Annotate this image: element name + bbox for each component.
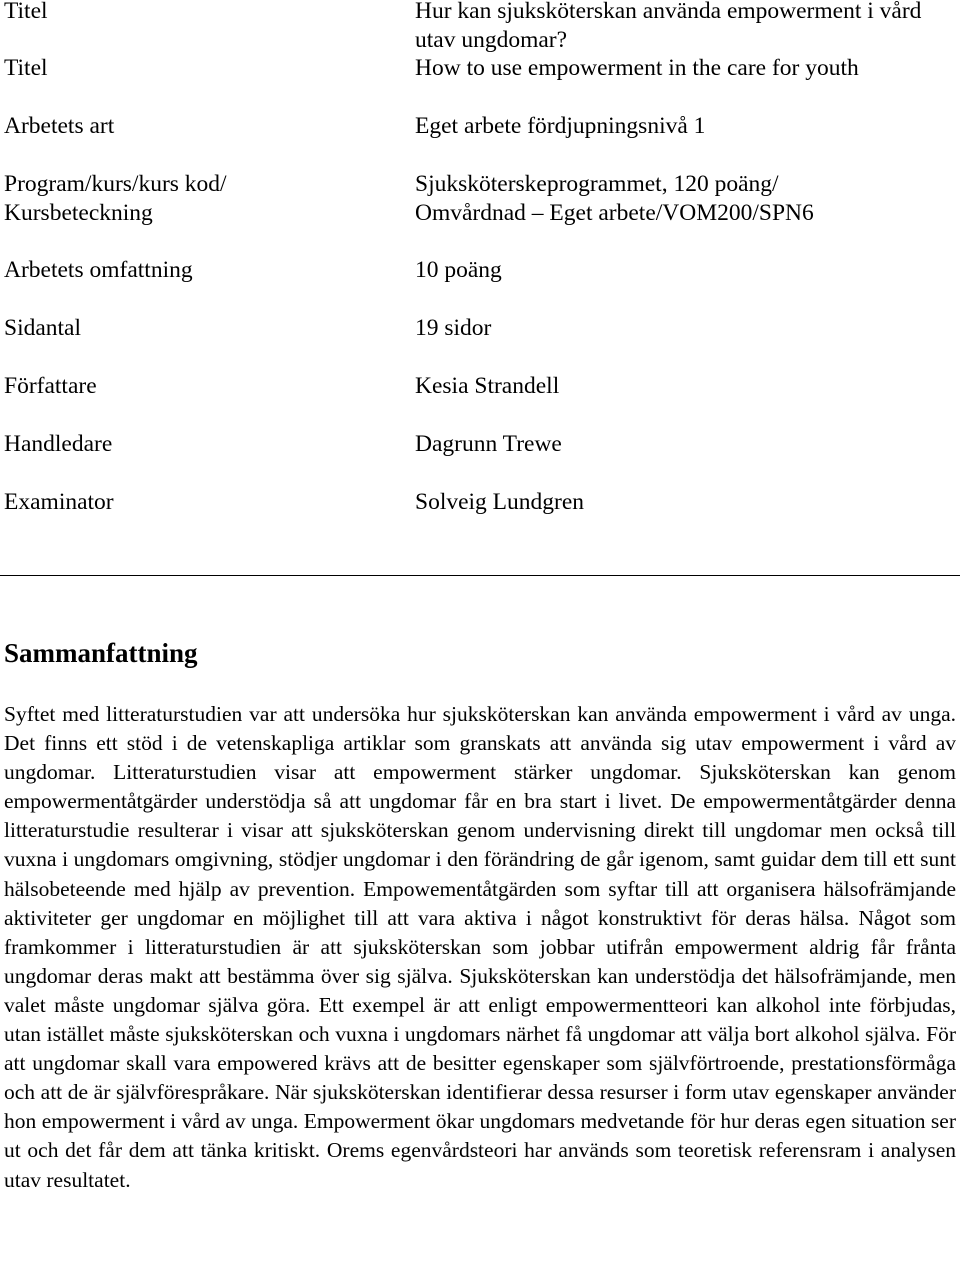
- meta-label: Titel: [4, 55, 48, 81]
- meta-value-work-type: Eget arbete fördjupningsnivå 1: [415, 113, 706, 139]
- meta-value-author: Kesia Strandell: [415, 373, 560, 399]
- meta-value-page-count: 19 sidor: [415, 315, 492, 341]
- summary-heading: Sammanfattning: [4, 638, 198, 668]
- meta-label: Arbetets omfattning: [4, 257, 193, 283]
- meta-value-scope: 10 poäng: [415, 257, 502, 283]
- meta-label: Arbetets art: [4, 113, 115, 139]
- meta-value-examiner: Solveig Lundgren: [415, 489, 585, 515]
- meta-label: Program/kurs/kurs kod/ Kursbeteckning: [4, 171, 227, 226]
- meta-label: Sidantal: [4, 315, 82, 341]
- summary-paragraph: Syftet med litteraturstudien var att undersöka hur sjuksköterskan kan använda empowerment i vård av unga. Det finns ett stöd i de vetenskapliga artiklar som granskats att använda sig utav empowerment i vård av ungdomar. Litteraturstudien visar att empowerment stärker ungdomar. Sjuksköterskan kan genom empowermentåtgärder understödja så att ungdomar får en bra start i livet. De empowermentåtgärder denna litteraturstudie resulterar i visar att sjuksköterskan genom undervisning direkt till ungdomar men också till vuxna i ungdomars omgivning, stödjer ungdomar i den förändring de går igenom, samt guidar dem till ett sunt hälsobeteende med hjälp av prevention. Empowementåtgärden som syftar till att organisera hälsofrämjande aktiviteter ger ungdomar en möjlighet till att vara aktiva i något konstruktivt för deras hälsa. Något som framkommer i litteraturstudien är att sjuksköterskan som jobbar utifrån empowerment aldrig får frånta ungdomar deras makt att bestämma över sig själva. Sjuksköterskan kan understödja det hälsofrämjande, men valet måste ungdomar själva göra. Ett exempel är att enligt empowermentteori kan alkohol inte förbjudas, utan istället måste sjuksköterskan och vuxna i ungdomars närhet få ungdomar att välja bort alkohol själva. För att ungdomar skall vara empowered krävs att de besitter egenskaper som självförtroende, prestationsförmåga och att de är självförespråkare. När sjuksköterskan identifierar dessa resurser i form utav egenskaper använder hon empowerment i vård av unga. Empowerment ökar ungdomars medvetande för hur deras egen situation ser ut och det får dem att tänka kritiskt. Orems egenvårdsteori har används som teoretisk referensram i analysen utav resultatet.: [4, 702, 956, 1192]
- meta-label: Titel: [4, 0, 48, 24]
- meta-value-title-swedish: Hur kan sjuksköterskan använda empowerment i vård utav ungdomar?: [415, 0, 922, 53]
- meta-label: Examinator: [4, 489, 114, 515]
- meta-label: Författare: [4, 373, 97, 399]
- meta-value-program: Sjuksköterskeprogrammet, 120 poäng/ Omvårdnad – Eget arbete/VOM200/SPN6: [415, 171, 814, 226]
- meta-label: Handledare: [4, 431, 113, 457]
- meta-value-supervisor: Dagrunn Trewe: [415, 431, 562, 457]
- meta-value-title-english: How to use empowerment in the care for youth: [415, 55, 859, 81]
- section-divider: [0, 575, 960, 576]
